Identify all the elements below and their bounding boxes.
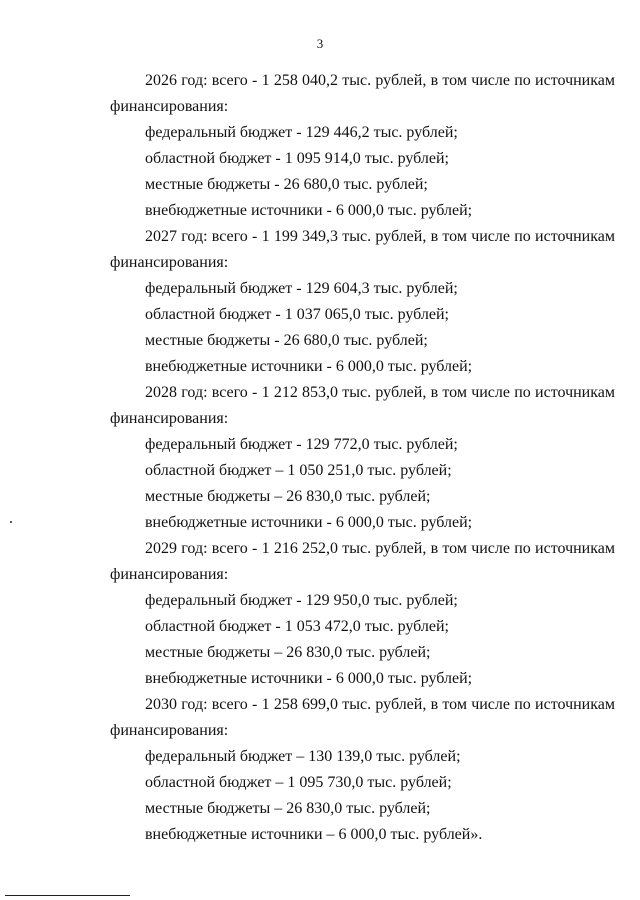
local-budgets-line: местные бюджеты - 26 680,0 тыс. рублей; <box>145 176 428 193</box>
year-total-paragraph: 2028 год: всего - 1 212 853,0 тыс. рублей, в том числе по источникам финансирования: <box>110 384 615 427</box>
federal-budget-line: федеральный бюджет - 129 950,0 тыс. рублей; <box>145 592 458 609</box>
year-block-2027 <box>110 224 615 380</box>
local-budgets-line: местные бюджеты – 26 830,0 тыс. рублей; <box>145 800 431 817</box>
regional-budget-line: областной бюджет - 1 095 914,0 тыс. рублей; <box>145 150 449 167</box>
year-block-2030 <box>110 692 615 848</box>
page-number: 3 <box>316 36 324 51</box>
local-budgets-line: местные бюджеты – 26 830,0 тыс. рублей; <box>145 488 431 505</box>
extra-budgetary-line: внебюджетные источники - 6 000,0 тыс. рублей; <box>145 358 473 375</box>
year-total-paragraph: 2029 год: всего - 1 216 252,0 тыс. рублей, в том числе по источникам финансирования: <box>110 540 615 583</box>
year-total-paragraph: 2027 год: всего - 1 199 349,3 тыс. рублей, в том числе по источникам финансирования: <box>110 228 615 271</box>
federal-budget-line: федеральный бюджет - 129 604,3 тыс. рублей; <box>145 280 458 297</box>
extra-budgetary-line: внебюджетные источники - 6 000,0 тыс. рублей; <box>145 202 473 219</box>
local-budgets-line: местные бюджеты – 26 830,0 тыс. рублей; <box>145 644 431 661</box>
year-total-paragraph: 2030 год: всего - 1 258 699,0 тыс. рублей, в том числе по источникам финансирования: <box>110 696 615 739</box>
year-block-2029 <box>110 536 615 692</box>
document-body <box>110 68 615 848</box>
local-budgets-line: местные бюджеты - 26 680,0 тыс. рублей; <box>145 332 428 349</box>
extra-budgetary-line: внебюджетные источники – 6 000,0 тыс. рублей». <box>145 826 483 843</box>
federal-budget-line: федеральный бюджет - 129 446,2 тыс. рублей; <box>145 124 458 141</box>
year-block-2026 <box>110 68 615 224</box>
footnote-rule <box>5 895 130 896</box>
year-block-2028 <box>110 380 615 536</box>
regional-budget-line: областной бюджет - 1 053 472,0 тыс. рублей; <box>145 618 449 635</box>
federal-budget-line: федеральный бюджет – 130 139,0 тыс. рублей; <box>145 748 461 765</box>
federal-budget-line: федеральный бюджет - 129 772,0 тыс. рублей; <box>145 436 458 453</box>
scan-speck <box>10 521 12 523</box>
extra-budgetary-line: внебюджетные источники - 6 000,0 тыс. рублей; <box>145 514 473 531</box>
regional-budget-line: областной бюджет – 1 095 730,0 тыс. рублей; <box>145 774 452 791</box>
extra-budgetary-line: внебюджетные источники - 6 000,0 тыс. рублей; <box>145 670 473 687</box>
regional-budget-line: областной бюджет - 1 037 065,0 тыс. рублей; <box>145 306 449 323</box>
regional-budget-line: областной бюджет – 1 050 251,0 тыс. рублей; <box>145 462 452 479</box>
year-total-paragraph: 2026 год: всего - 1 258 040,2 тыс. рублей, в том числе по источникам финансирования: <box>110 72 615 115</box>
